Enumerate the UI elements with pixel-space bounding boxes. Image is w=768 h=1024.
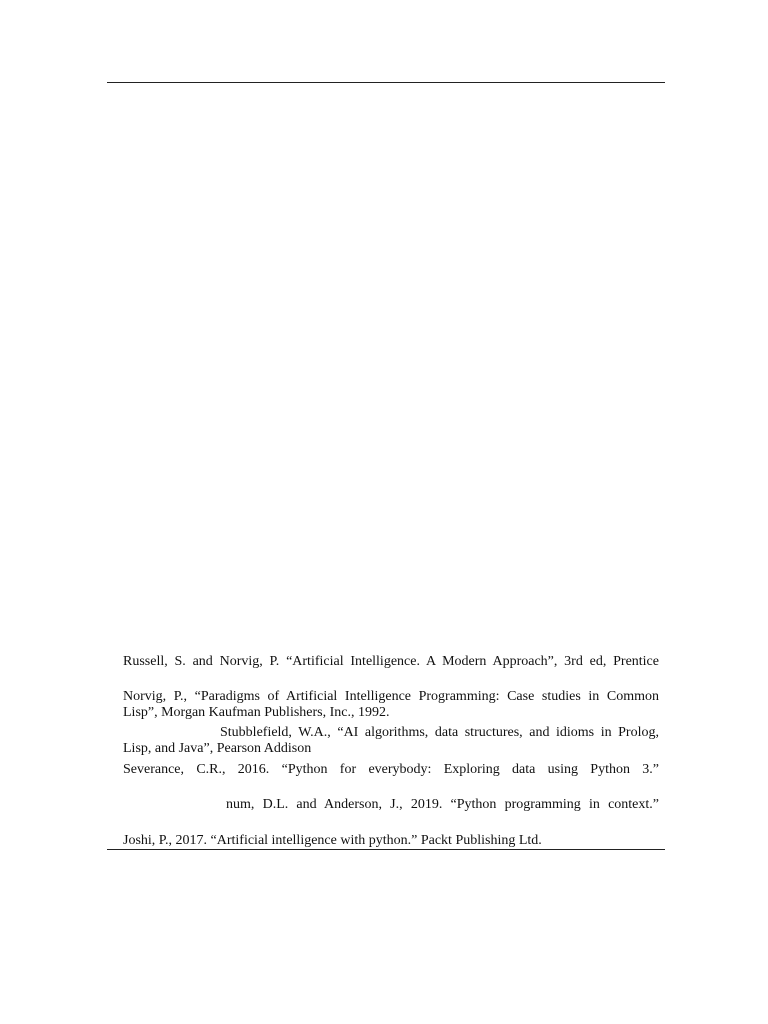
reference-severance-text: Severance, C.R., 2016. “Python for everybody: Exploring data using Python 3.” [123,762,659,777]
reference-norvig [123,689,659,721]
reference-severance [123,762,659,778]
reference-num-text: num, D.L. and Anderson, J., 2019. “Python programming in context.” [226,797,659,812]
reference-norvig-line2: Lisp”, Morgan Kaufman Publishers, Inc., 1992. [123,705,390,720]
reference-stubblefield-line1: Stubblefield, W.A., “AI algorithms, data structures, and idioms in Prolog, [220,725,659,740]
bottom-rule [107,849,665,850]
reference-russell-text: Russell, S. and Norvig, P. “Artificial Intelligence. A Modern Approach”, 3rd ed, Prentice [123,654,659,669]
top-rule [107,82,665,83]
reference-joshi [123,833,659,849]
reference-stubblefield-cont [123,741,659,757]
reference-norvig-line1: Norvig, P., “Paradigms of Artificial Intelligence Programming: Case studies in Common [123,689,659,704]
reference-joshi-text: Joshi, P., 2017. “Artificial intelligence with python.” Packt Publishing Ltd. [123,833,542,848]
reference-stubblefield [220,725,659,741]
reference-stubblefield-line2: Lisp, and Java”, Pearson Addison [123,741,312,756]
reference-russell [123,654,659,670]
reference-num [226,797,659,813]
